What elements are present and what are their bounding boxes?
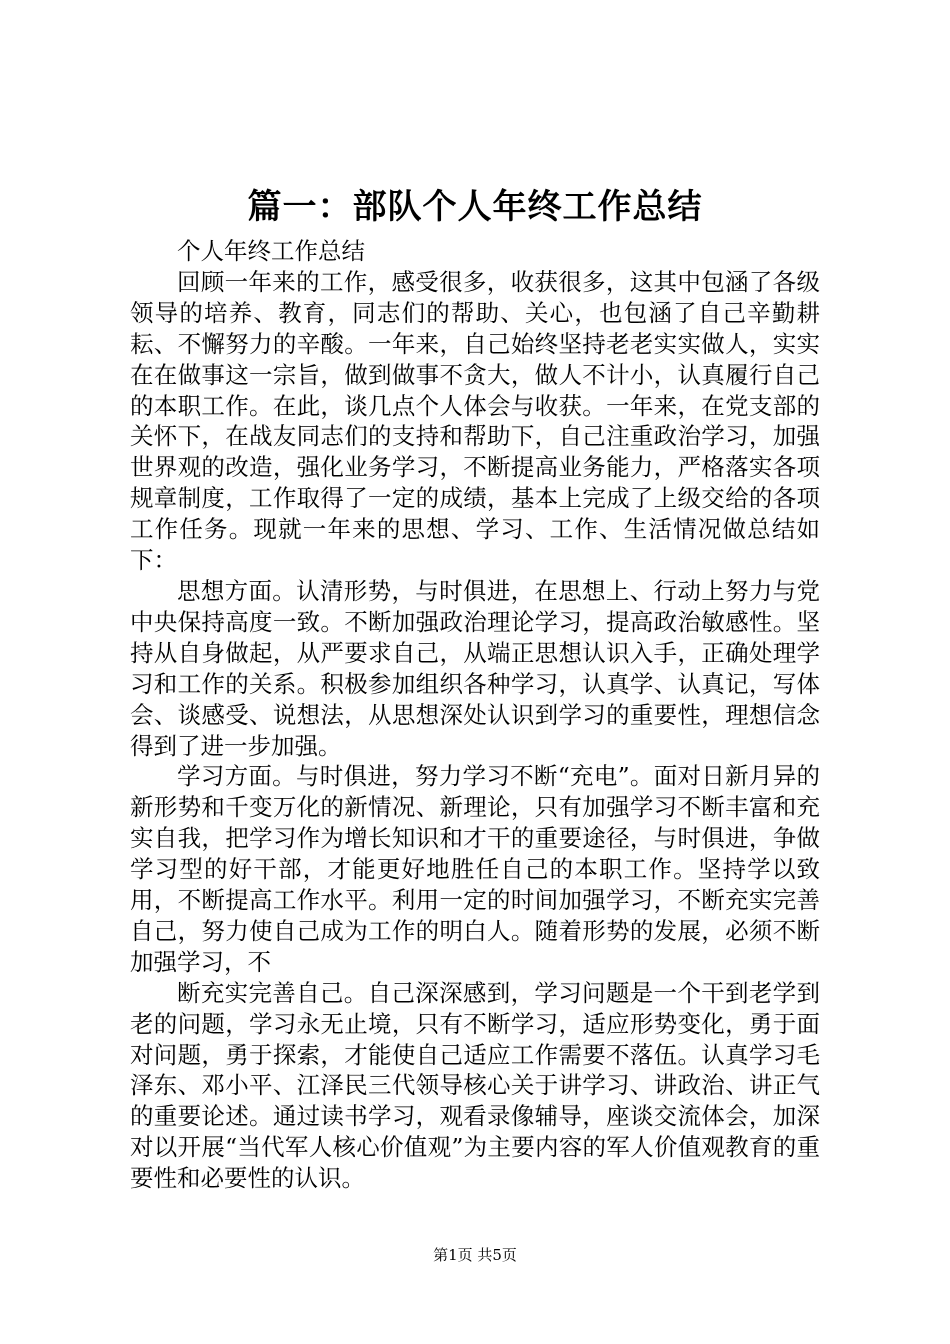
paragraph-study: 学习方面。与时俱进，努力学习不断“充电”。面对日新月异的新形势和千变万化的新情况、新理论，只有加强学习不断丰富和充实自我，把学习作为增长知识和才干的重要途径，与时俱进，争做学习型的好干部，才能更好地胜任自己的本职工作。坚持学以致用，不断提高工作水平。利用一定的时间加强学习，不断充实完善自己，努力使自己成为工作的明白人。随着形势的发展，必须不断加强学习，不 — [130, 762, 820, 976]
paragraph-thought: 思想方面。认清形势，与时俱进，在思想上、行动上努力与党中央保持高度一致。不断加强政治理论学习，提高政治敏感性。坚持从自身做起，从严要求自己，从端正思想认识入手，正确处理学习和工作的关系。积极参加组织各种学习，认真学、认真记，写体会、谈感受、说想法，从思想深处认识到学习的重要性，理想信念得到了进一步加强。 — [130, 576, 820, 760]
page-number-footer: 第1页 共5页 — [433, 1246, 517, 1264]
paragraph-intro: 回顾一年来的工作，感受很多，收获很多，这其中包涵了各级领导的培养、教育，同志们的帮助、关心，也包涵了自己辛勤耕耘、不懈努力的辛酸。一年来，自己始终坚持老老实实做人，实实在在做事这一宗旨，做到做事不贪大，做人不计小，认真履行自己的本职工作。在此，谈几点个人体会与收获。一年来，在党支部的关怀下，在战友同志们的支持和帮助下，自己注重政治学习，加强世界观的改造，强化业务学习，不断提高业务能力，严格落实各项规章制度，工作取得了一定的成绩，基本上完成了上级交给的各项工作任务。现就一年来的思想、学习、工作、生活情况做总结如下： — [130, 267, 820, 575]
section-heading: 个人年终工作总结 — [177, 237, 365, 265]
paragraph-study-continued: 断充实完善自己。自己深深感到，学习问题是一个干到老学到老的问题，学习永无止境，只有不断学习，适应形势变化，勇于面对问题，勇于探索，才能使自己适应工作需要不落伍。认真学习毛泽东、邓小平、江泽民三代领导核心关于讲学习、讲政治、讲正气的重要论述。通过读书学习，观看录像辅导，座谈交流体会，加深对以开展“当代军人核心价值观”为主要内容的军人价值观教育的重要性和必要性的认识。 — [130, 978, 820, 1193]
document-body — [130, 236, 820, 1194]
document-title: 篇一：部队个人年终工作总结 — [247, 187, 703, 227]
